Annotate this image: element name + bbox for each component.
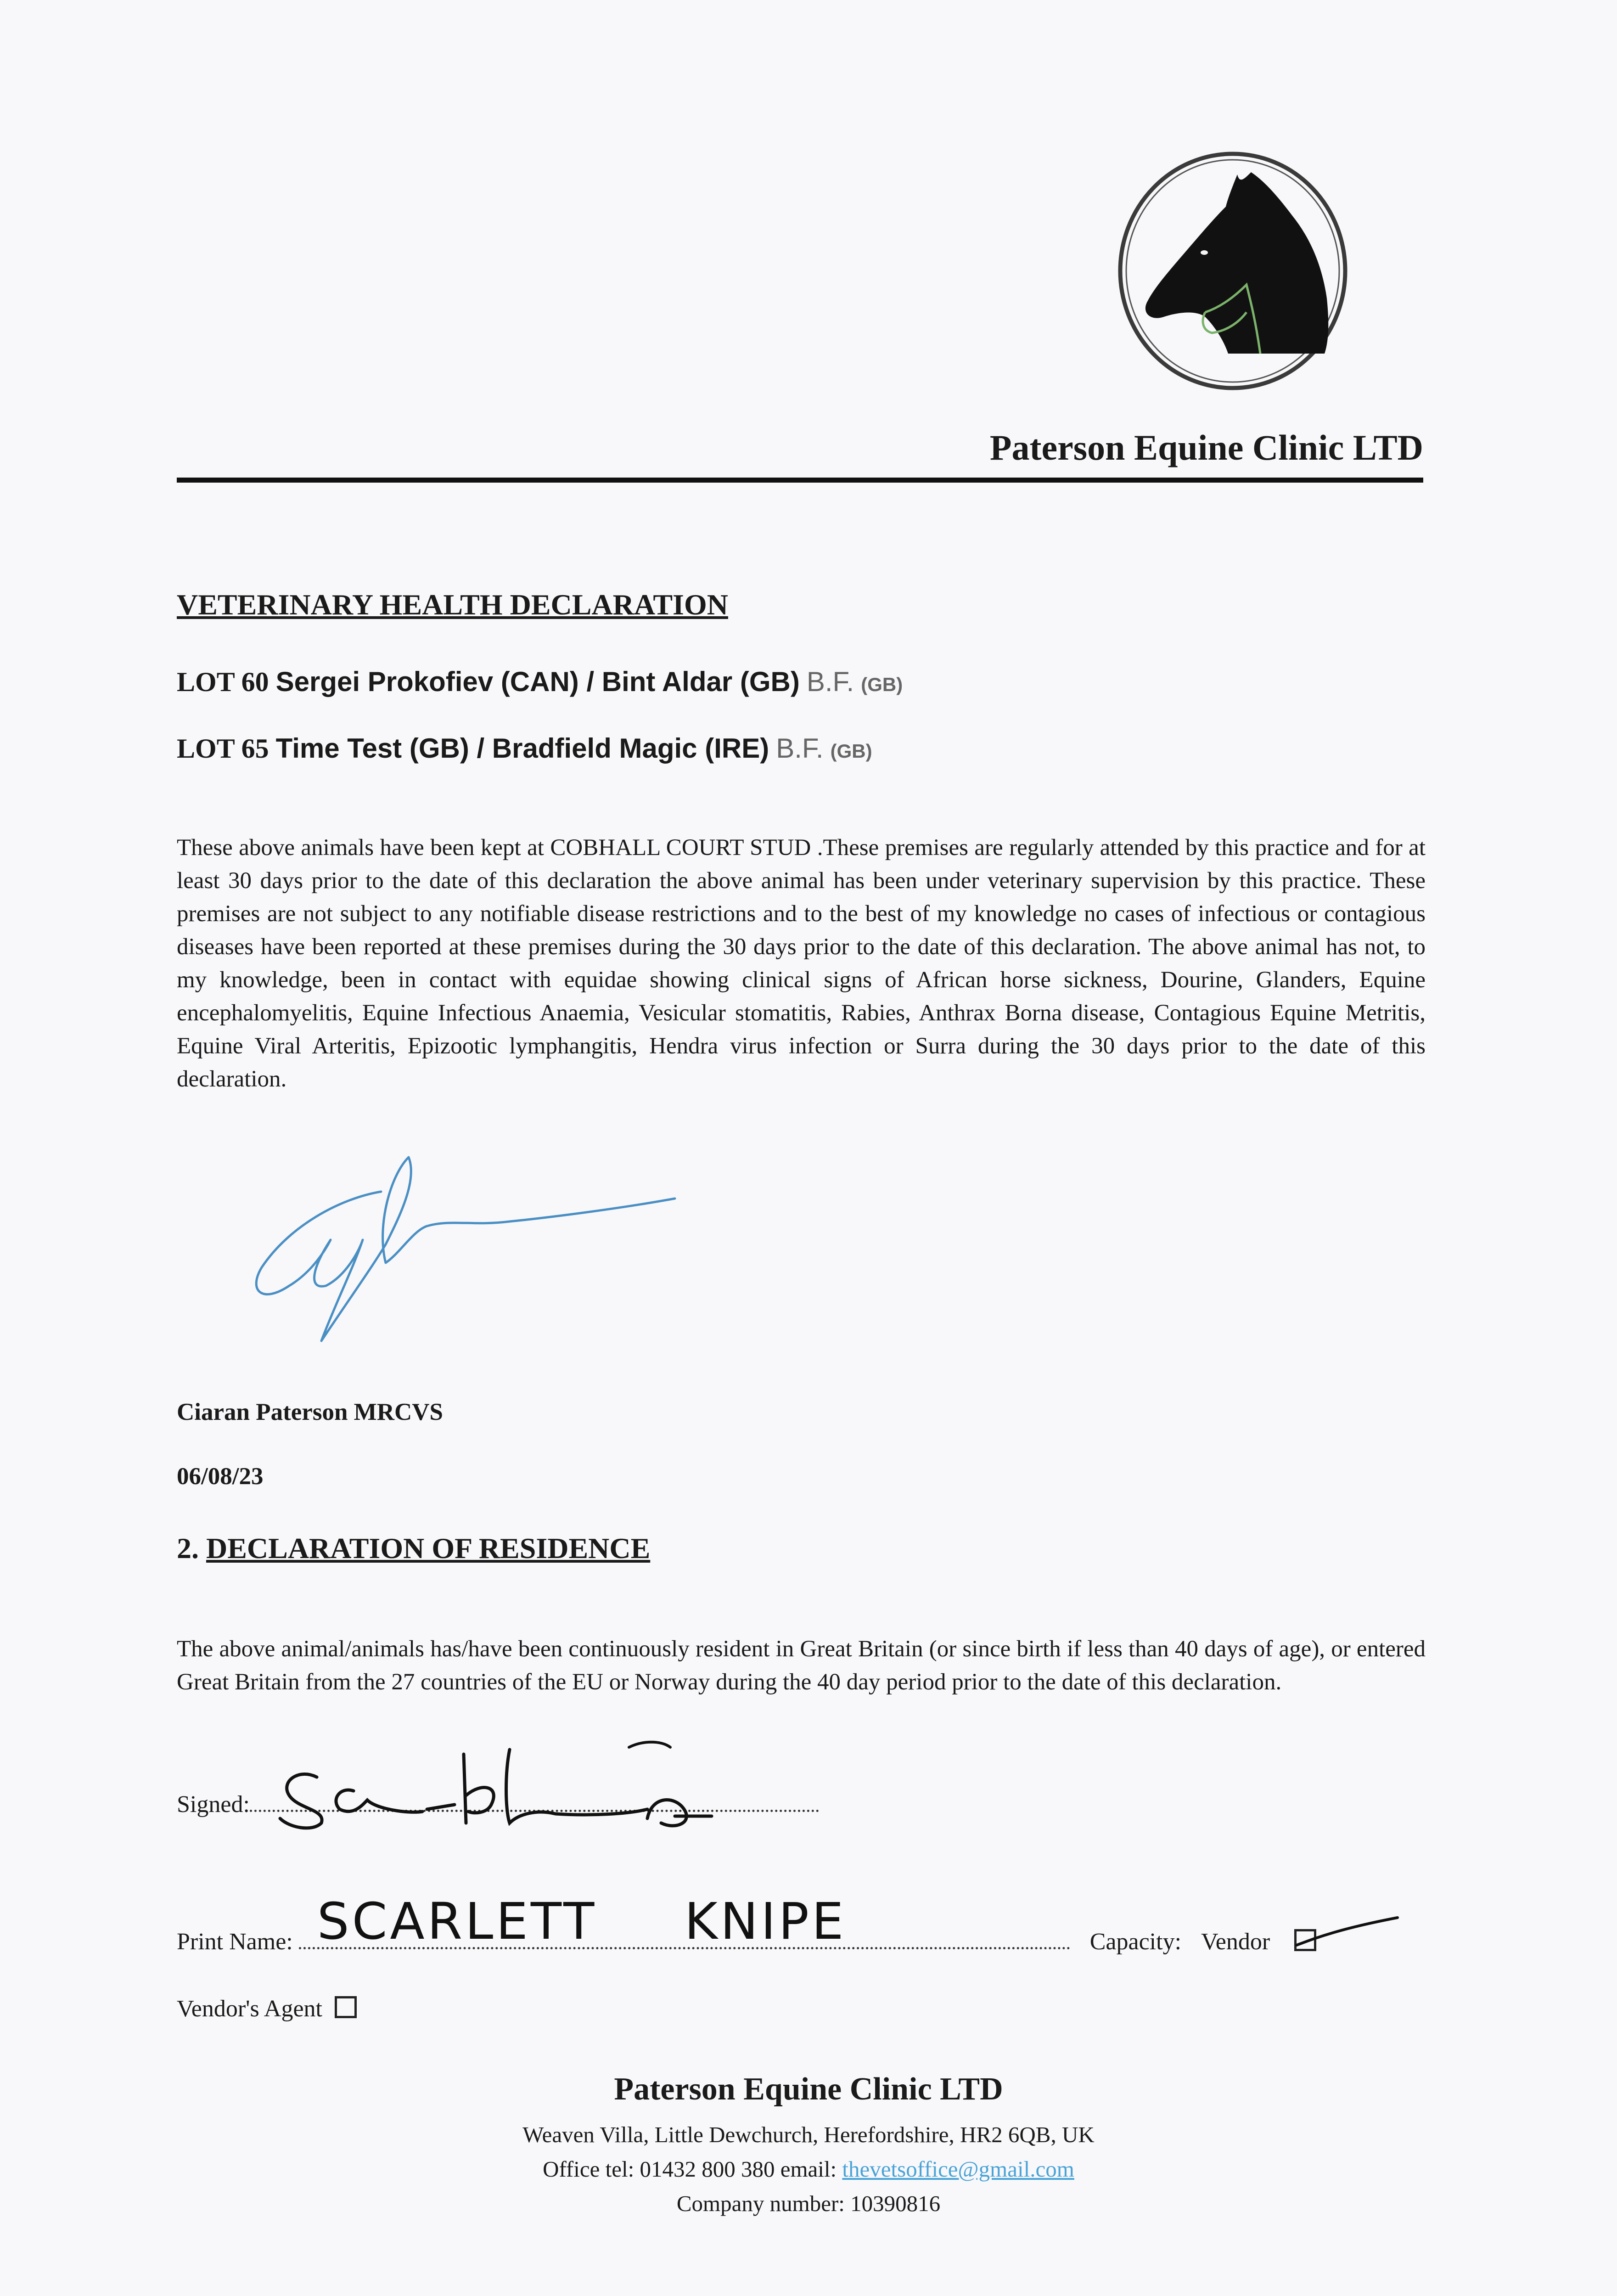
section-number: 2.: [177, 1532, 199, 1564]
section-title: DECLARATION OF RESIDENCE: [206, 1532, 651, 1564]
lot-line: [177, 732, 872, 765]
lot-number: LOT 60: [177, 667, 269, 697]
print-name-field[interactable]: [299, 1892, 1070, 1951]
lot-country: (GB): [830, 740, 872, 762]
footer-clinic-name: Paterson Equine Clinic LTD: [614, 2071, 1003, 2107]
lot-line: [177, 666, 903, 698]
declaration-title: VETERINARY HEALTH DECLARATION: [177, 588, 728, 621]
vet-signature: [234, 1148, 693, 1359]
footer-company-number: Company number: 10390816: [676, 2191, 941, 2216]
footer-contact: [0, 2156, 1617, 2182]
vendor-label: Vendor: [1201, 1929, 1270, 1955]
lot-bf: B.F.: [776, 733, 824, 764]
vendor-checkbox[interactable]: [1294, 1929, 1316, 1951]
vendor-agent-checkbox[interactable]: [335, 1996, 357, 2018]
header-divider: [177, 478, 1423, 483]
signed-label: Signed:: [177, 1791, 250, 1818]
vendor-agent-row: [177, 1995, 357, 2022]
capacity-label: Capacity:: [1089, 1929, 1182, 1955]
print-name-first: SCARLETT: [317, 1892, 597, 1951]
residence-section-title: [177, 1531, 650, 1565]
lot-horse: Sergei Prokofiev (CAN) / Bint Aldar (GB): [275, 666, 800, 697]
vendor-agent-label: Vendor's Agent: [177, 1996, 323, 2022]
check-mark-icon: [1287, 1913, 1407, 1954]
lot-bf: B.F.: [806, 666, 854, 697]
print-name-last: KNIPE: [684, 1892, 847, 1951]
lot-number: LOT 65: [177, 733, 269, 764]
footer-tel: Office tel: 01432 800 380 email:: [543, 2156, 837, 2182]
lot-horse: Time Test (GB) / Bradfield Magic (IRE): [275, 733, 769, 764]
print-name-row: [177, 1892, 1316, 1955]
horse-head-logo-icon: [1113, 147, 1352, 395]
lot-country: (GB): [861, 674, 903, 695]
vendor-signature: [271, 1736, 730, 1837]
print-name-label: Print Name:: [177, 1929, 293, 1955]
residence-text: The above animal/animals has/have been continuously resident in Great Britain (or since birth if less than 40 days of age), or entered Great Britain from the 27 countries of the EU or Norway during the 40 day period prior to the date of this declaration.: [177, 1636, 1426, 1695]
footer-email-link[interactable]: thevetsoffice@gmail.com: [842, 2156, 1074, 2182]
clinic-header-name: Paterson Equine Clinic LTD: [989, 428, 1423, 467]
vet-name: Ciaran Paterson MRCVS: [177, 1399, 443, 1425]
declaration-date: 06/08/23: [177, 1463, 264, 1490]
footer-address: Weaven Villa, Little Dewchurch, Herefordshire, HR2 6QB, UK: [522, 2122, 1095, 2147]
health-declaration-text: These above animals have been kept at COBHALL COURT STUD .These premises are regularly attended by this practice and for at least 30 days prior to the date of this declaration the above animal has been under veterinary supervision by this practice. These premises are not subject to any notifiable disease restrictions and to the best of my knowledge no cases of infectious or contagious diseases have been reported at these premises during the 30 days prior to the date of this declaration. The above animal has not, to my knowledge, been in contact with equidae showing clinical signs of African horse sickness, Dourine, Glanders, Equine encephalomyelitis, Equine Infectious Anaemia, Vesicular stomatitis, Rabies, Anthrax Borna disease, Contagious Equine Metritis, Equine Viral Arteritis, Epizootic lymphangitis, Hendra virus infection or Surra during the 30 days prior to the date of this declaration.: [177, 835, 1426, 1092]
